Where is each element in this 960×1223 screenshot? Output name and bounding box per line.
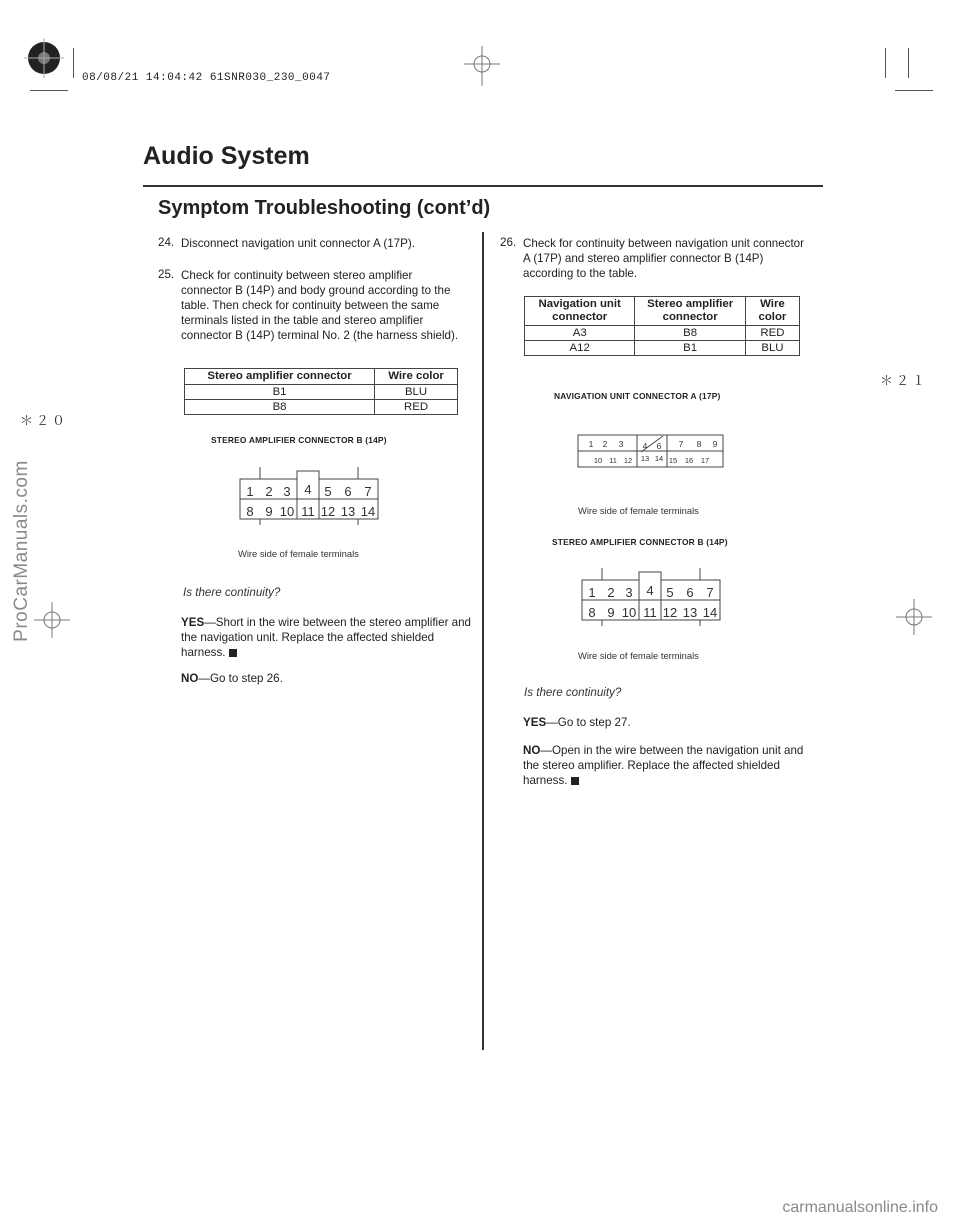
- table-cell: RED: [745, 326, 799, 341]
- table-row: [525, 341, 800, 356]
- step-25-text: Check for continuity between stereo amplifier connector B (14P) and body ground according to the table. Then check for continuity between the same terminals listed in the table and stereo amplifier connector B (14P) terminal No. 2 (the harness shield).: [181, 269, 459, 342]
- pin-label: 2: [607, 585, 615, 600]
- pin-label: 8: [246, 504, 254, 519]
- end-square-icon: [229, 649, 237, 657]
- pin-label: 1: [588, 585, 596, 600]
- pin-label: 4: [646, 583, 654, 598]
- pin-label: 7: [706, 585, 714, 600]
- dash: —: [546, 716, 558, 729]
- table-cell: A12: [525, 341, 635, 356]
- table-header-row: [185, 369, 458, 385]
- table-header-row: [525, 297, 800, 326]
- table-header: Wire color: [745, 297, 799, 326]
- pin-label: 3: [625, 585, 633, 600]
- table-cell: A3: [525, 326, 635, 341]
- watermark: ProCarManuals.com: [11, 460, 32, 642]
- connector-17p-diagram: [575, 430, 730, 472]
- nav-connector-note: Wire side of female terminals: [578, 505, 699, 516]
- page-number-right: ＊２１: [880, 374, 929, 389]
- pin-label: 7: [364, 484, 372, 499]
- step-number: 25.: [158, 268, 175, 281]
- table-cell: B1: [185, 385, 375, 400]
- nav-connector-caption: NAVIGATION UNIT CONNECTOR A (17P): [554, 391, 721, 401]
- yes-label: YES: [523, 716, 547, 729]
- dash: —: [540, 744, 552, 757]
- pin-label: 6: [344, 484, 352, 499]
- page-subtitle: Symptom Troubleshooting (cont’d): [158, 197, 491, 219]
- section-title: Audio System: [143, 142, 310, 170]
- pin-label: 11: [301, 504, 315, 519]
- pin-label: 10: [593, 456, 603, 465]
- pin-label: 5: [324, 484, 332, 499]
- yes-label: YES: [181, 616, 205, 629]
- pin-label: 12: [623, 456, 633, 465]
- pin-label: 4: [304, 482, 312, 497]
- yes-text: Short in the wire between the stereo amplifier and the navigation unit. Replace the affected shielded harness.: [181, 616, 472, 659]
- pin-label: 12: [662, 605, 678, 620]
- pin-label: 2: [265, 484, 273, 499]
- yes-result: [523, 715, 813, 730]
- pin-label: 13: [682, 605, 698, 620]
- pin-label: 17: [700, 456, 710, 465]
- connector-note: Wire side of female terminals: [238, 548, 359, 559]
- pin-label: 10: [621, 605, 637, 620]
- page-number-left: ＊２０: [20, 414, 69, 429]
- pin-label: 2: [602, 439, 608, 449]
- pin-label: 6: [656, 441, 662, 451]
- connector-14p-diagram-left: [235, 465, 385, 525]
- pin-label: 13: [640, 454, 650, 463]
- pin-label: 14: [360, 504, 376, 519]
- table-cell: BLU: [375, 385, 458, 400]
- pin-label: 3: [283, 484, 291, 499]
- pin-label: 16: [684, 456, 694, 465]
- crop-mark: [885, 48, 886, 78]
- no-text: Go to step 26.: [209, 672, 283, 685]
- pin-label: 9: [712, 439, 718, 449]
- crosshair-icon: [894, 597, 934, 637]
- connector-14p-diagram-right: [577, 566, 727, 626]
- pin-label: 13: [340, 504, 356, 519]
- table-cell: RED: [375, 400, 458, 415]
- pin-label: 9: [607, 605, 615, 620]
- table-header: Stereo amplifier connector: [635, 297, 746, 326]
- column-divider: [482, 232, 484, 1050]
- step-number: 24.: [158, 236, 175, 249]
- no-result: [181, 671, 471, 686]
- table-header: Wire color: [375, 369, 458, 385]
- no-label: NO: [523, 744, 541, 757]
- continuity-question: Is there continuity?: [524, 686, 622, 699]
- dash: —: [198, 672, 210, 685]
- pin-label: 8: [588, 605, 596, 620]
- table-cell: B8: [185, 400, 375, 415]
- crop-mark: [30, 90, 68, 91]
- amp-connector-note: Wire side of female terminals: [578, 650, 699, 661]
- pin-label: 5: [666, 585, 674, 600]
- pin-label: 6: [686, 585, 694, 600]
- crop-mark: [73, 48, 74, 78]
- table-cell: B8: [635, 326, 746, 341]
- continuity-question: Is there continuity?: [183, 586, 281, 599]
- yes-result: [181, 615, 471, 660]
- pin-label: 4: [642, 441, 648, 451]
- no-result: [523, 743, 808, 788]
- dash: —: [204, 616, 216, 629]
- yes-text: Go to step 27.: [557, 716, 631, 729]
- registration-target-icon: [24, 38, 64, 78]
- end-square-icon: [571, 777, 579, 785]
- no-label: NO: [181, 672, 199, 685]
- pin-label: 9: [265, 504, 273, 519]
- no-text: Open in the wire between the navigation unit and the stereo amplifier. Replace the affected shielded harness.: [523, 744, 804, 787]
- title-rule: [143, 185, 823, 187]
- step-26-text: Check for continuity between navigation unit connector A (17P) and stereo amplifier connector B (14P) according to the table.: [523, 237, 804, 280]
- pin-label: 15: [668, 456, 678, 465]
- step-24-text: Disconnect navigation unit connector A (17P).: [181, 237, 415, 250]
- pin-label: 11: [609, 456, 617, 465]
- crop-mark: [895, 90, 933, 91]
- pin-label: 10: [279, 504, 295, 519]
- crosshair-icon: [462, 46, 502, 86]
- pin-label: 8: [696, 439, 702, 449]
- pin-label: 1: [246, 484, 254, 499]
- pin-label: 11: [643, 605, 657, 620]
- pin-label: 7: [678, 439, 684, 449]
- pin-label: 3: [618, 439, 624, 449]
- step-number: 26.: [500, 236, 517, 249]
- footer-watermark: carmanualsonline.info: [782, 1199, 938, 1216]
- pin-label: 1: [588, 439, 594, 449]
- table-row: [525, 326, 800, 341]
- table-header: Navigation unit connector: [538, 298, 621, 323]
- print-timestamp: 08/08/21 14:04:42 61SNR030_230_0047: [82, 72, 331, 84]
- table-header: Stereo amplifier connector: [207, 370, 352, 382]
- continuity-table-left: [184, 368, 458, 415]
- continuity-table-right: [524, 296, 800, 356]
- pin-label: 14: [654, 454, 664, 463]
- connector-caption: STEREO AMPLIFIER CONNECTOR B (14P): [211, 435, 387, 445]
- crop-mark: [908, 48, 909, 78]
- table-cell: B1: [635, 341, 746, 356]
- table-row: [185, 400, 458, 415]
- pin-label: 14: [702, 605, 718, 620]
- crosshair-icon: [32, 600, 72, 640]
- pin-label: 12: [320, 504, 336, 519]
- table-cell: BLU: [745, 341, 799, 356]
- table-row: [185, 385, 458, 400]
- amp-connector-caption: STEREO AMPLIFIER CONNECTOR B (14P): [552, 537, 728, 547]
